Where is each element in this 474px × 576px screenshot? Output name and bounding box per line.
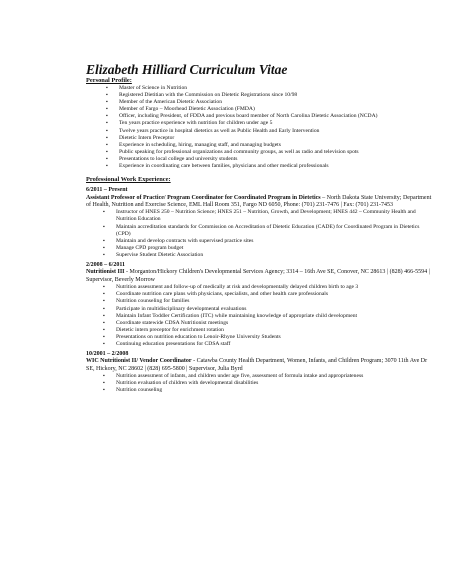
list-item: ▪ Dietetic Intern Preceptor bbox=[119, 135, 434, 142]
list-item: ▪ Coordinate nutrition care plans with physicians, specialists, and other health care professionals bbox=[116, 291, 434, 298]
list-item: ▪ Member of the American Dietetic Association bbox=[119, 99, 434, 106]
list-item: ▪ Nutrition assessment of infants, and children under age five, assessment of formula intake and appropriateness bbox=[116, 373, 434, 380]
list-item: ▪ Nutrition counseling for families bbox=[116, 298, 434, 305]
job-title: Nutritionist III bbox=[86, 269, 125, 276]
cv-title: Elizabeth Hilliard Curriculum Vitae bbox=[86, 62, 288, 77]
job-employer: - Morganton/Hickory Children's Developmental Services Agency; 3314 – 16th Ave SE, Conover, NC 28613 | (828) 466-5594 | Supervisor, Beverly Morrow bbox=[86, 269, 430, 283]
list-item: ▪ Officer, including President, of FDDA and previous board member of North Carolina Dietetic Association (NCDA) bbox=[119, 113, 434, 120]
job-entry-wic bbox=[86, 351, 434, 395]
job-title: Assistant Professor of Practice/ Program Coordinator for Coordinated Program in Dietetics bbox=[86, 194, 321, 201]
job-entry-ndsu bbox=[86, 187, 434, 259]
list-item: ▪ Member of Fargo – Moorhead Dietetic Association (FMDA) bbox=[119, 106, 434, 113]
list-item: ▪ Nutrition counseling bbox=[116, 387, 434, 394]
job-role bbox=[86, 195, 434, 210]
list-item: ▪ Nutrition evaluation of children with developmental disabilities bbox=[116, 380, 434, 387]
job-date: 6/2011 – Present bbox=[86, 187, 128, 194]
job-employer: - Catawba County Health Department, Women, Infants, and Children Program; 3070 11th Ave Dr SE, Hickory, NC 28602 | (828) 695-5800 | Supervisor, Julia Byrd bbox=[86, 358, 428, 372]
list-item: ▪ Continuing education presentations for CDSA staff bbox=[116, 341, 434, 348]
list-item: ▪ Coordinate statewide CDSA Nutritionist meetings bbox=[116, 320, 434, 327]
list-item: ▪ Supervise Student Dietetic Association bbox=[116, 252, 434, 259]
personal-profile-list bbox=[86, 85, 434, 170]
list-item: ▪ Experience in coordinating care between families, physicians and other medical professionals bbox=[119, 163, 434, 170]
job-entry-cdsa bbox=[86, 262, 434, 348]
list-item: ▪ Dietetic intern preceptor for enrichment rotation bbox=[116, 327, 434, 334]
list-item: ▪ Maintain accreditation standards for Commission on Accreditation of Dietetic Education (CADE) for Coordinated Program in Dietetics (CPD) bbox=[116, 224, 434, 238]
job-role bbox=[86, 269, 434, 284]
job-duties bbox=[86, 373, 434, 394]
list-item: ▪ Instructor of HNES 250 – Nutrition Science; HNES 251 – Nutrition, Growth, and Development; HNES 442 – Community Health and Nutrition Education bbox=[116, 209, 434, 223]
job-title: WIC Nutritionist II/ Vendor Coordinator bbox=[86, 358, 192, 365]
list-item: ▪ Experience in scheduling, hiring, managing staff, and managing budgets bbox=[119, 142, 434, 149]
list-item: ▪ Public speaking for professional organizations and community groups, as well as radio and television spots bbox=[119, 149, 434, 156]
list-item: ▪ Nutrition assessment and follow-up of medically at risk and developmentally delayed children birth to age 3 bbox=[116, 284, 434, 291]
list-item: ▪ Twelve years practice in hospital dietetics as well as Public Health and Early Intervention bbox=[119, 128, 434, 135]
list-item: ▪ Master of Science in Nutrition bbox=[119, 85, 434, 92]
job-role bbox=[86, 358, 434, 373]
work-experience-heading: Professional Work Experience: bbox=[86, 176, 171, 184]
job-duties bbox=[86, 284, 434, 348]
list-item: ▪ Presentations on nutrition education to Lenoir-Rhyne University Students bbox=[116, 334, 434, 341]
list-item: ▪ Participate in multidisciplinary developmental evaluations bbox=[116, 306, 434, 313]
list-item: ▪ Manage CPD program budget bbox=[116, 245, 434, 252]
list-item: ▪ Registered Dietitian with the Commission on Dietetic Registrations since 10/98 bbox=[119, 92, 434, 99]
personal-profile-heading: Personal Profile: bbox=[86, 77, 132, 84]
list-item: ▪ Presentations to local college and university students bbox=[119, 156, 434, 163]
job-date: 10/2001 – 2/2008 bbox=[86, 351, 129, 358]
list-item: ▪ Maintain Infant Toddler Certification (ITC) while maintaining knowledge of appropriate child development bbox=[116, 313, 434, 320]
list-item: ▪ Maintain and develop contracts with supervised practice sites bbox=[116, 238, 434, 245]
job-duties bbox=[86, 209, 434, 259]
job-date: 2/2008 – 6/2011 bbox=[86, 262, 126, 268]
list-item: ▪ Ten years practice experience with nutrition for children under age 5 bbox=[119, 120, 434, 127]
job-employer: – North Dakota State University; Department of Health, Nutrition and Exercise Science, EML Hall Room 351, Fargo ND 6050, Phone: (701) 231-7476 | Fax: (701) 231-7453 bbox=[86, 194, 432, 208]
